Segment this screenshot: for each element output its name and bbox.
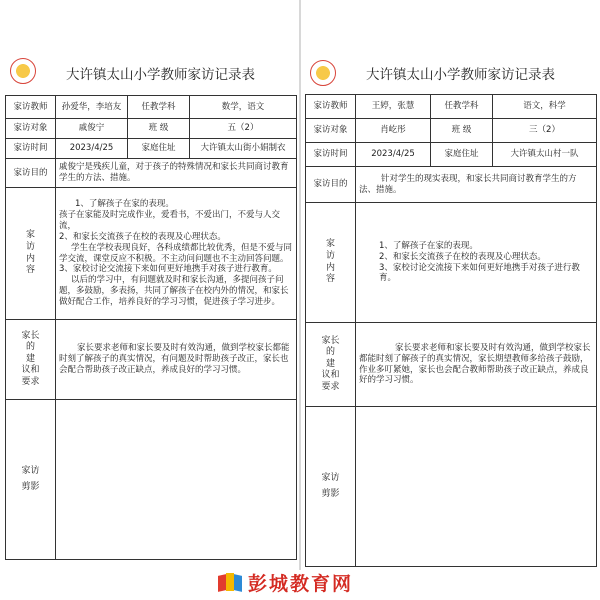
visit-record-sheet-right [301,30,600,570]
target-label: 家访对象 [6,119,56,139]
visit-record-sheet-left [0,0,300,570]
parent-label-line: 家长 [321,335,340,346]
grade-label: 班 级 [128,119,190,139]
content-value [56,188,297,320]
photo-label [6,400,56,560]
content-value [356,203,597,323]
parent-label-line: 议和 [21,365,40,376]
goal-label: 家访目的 [306,167,356,203]
photo-label-line: 剪影 [321,488,340,499]
photo-label-line: 剪影 [21,481,40,492]
parent-label-line: 要求 [321,381,340,392]
grade-value: 五（2） [190,119,297,139]
goal-value: 针对学生的现实表现，和家长共同商讨教育学生的方法、措施。 [356,167,597,203]
photo-label [306,407,356,567]
parent-label-line: 家长 [21,330,40,341]
parent-value: 家长要求老师和家长要及时有效沟通，做到学校家长都能时刻了解孩子的真实情况，家长期望教师多给孩子鼓励，作业多叮紧她，家长也会配合教师帮助孩子改正缺点，养成良好的学习习惯。 [356,323,597,407]
parent-label [6,320,56,400]
subject-label: 任教学科 [431,95,493,119]
teacher-label: 家访教师 [306,95,356,119]
content-line: 孩子在家能及时完成作业，爱看书，不爱出门，不爱与人交流， [59,210,281,231]
content-label [6,188,56,320]
address-value: 大许镇太山村一队 [493,143,597,167]
content-line: 3、家校讨论交流接下来如何更好地携手对孩子进行教育。 [379,262,580,284]
content-label-char: 访 [25,241,35,252]
subject-value: 语文，科学 [493,95,597,119]
parent-label-line: 要求 [21,376,40,387]
content-label-char: 内 [325,262,335,273]
time-label: 家访时间 [306,143,356,167]
target-label: 家访对象 [306,119,356,143]
content-line: 学生在学校表现良好，各科成绩都比较优秀，但是不爱与同学交流，课堂反应不积极。不主动问问题也不主动回答问题。 [59,242,293,264]
school-logo-icon [10,58,36,84]
address-label: 家庭住址 [431,143,493,167]
site-watermark [218,568,388,596]
book-logo-icon [218,571,242,593]
time-value: 2023/4/25 [356,143,431,167]
content-label-char: 容 [25,265,35,276]
target-value: 戚俊宁 [56,119,128,139]
grade-value: 三（2） [493,119,597,143]
parent-label-line: 建 [25,353,35,364]
address-label: 家庭住址 [128,139,190,159]
content-line: 2、和家长交流孩子在校的表现及心理状态。 [59,231,226,242]
content-line: 1、了解孩子在家的表现。 [75,199,174,210]
teacher-value: 孙爱华，李培友 [56,96,128,119]
teacher-value: 王婷，张慧 [356,95,431,119]
content-line: 3、家校讨论交流接下来如何更好地携手对孩子进行教育。 [59,264,277,275]
content-label-char: 容 [325,274,335,285]
page-title: 大许镇太山小学教师家访记录表 [366,67,555,83]
teacher-label: 家访教师 [6,96,56,119]
visit-record-table [5,95,297,560]
content-label-char: 访 [325,250,335,261]
content-label-char: 家 [25,230,35,241]
parent-label-line: 建 [325,358,335,369]
content-line: 2、和家长交流孩子在校的表现及心理状态。 [379,251,546,262]
watermark-text: 彭城教育网 [248,572,354,595]
content-label-char: 家 [325,239,335,250]
photo-label-line: 家访 [321,472,340,483]
parent-label-line: 的 [25,342,35,353]
parent-label-line: 的 [325,347,335,358]
visit-record-table [305,94,597,567]
photo-area [56,400,297,560]
parent-label-line: 议和 [321,370,340,381]
content-line: 以后的学习中，有问题就及时和家长沟通，多提问孩子问题，多鼓励，多表扬，共同了解孩子在校内外的情况，和家长做好配合工作，培养良好的学习习惯，促进孩子学习进步。 [59,275,289,307]
subject-label: 任教学科 [128,96,190,119]
content-label-char: 内 [25,253,35,264]
parent-label [306,323,356,407]
subject-value: 数学，语文 [190,96,297,119]
time-label: 家访时间 [6,139,56,159]
school-logo-icon [310,60,336,86]
time-value: 2023/4/25 [56,139,128,159]
target-value: 肖屹彤 [356,119,431,143]
goal-label: 家访目的 [6,159,56,188]
parent-value: 家长要求老师和家长要及时有效沟通，做到学校家长都能时刻了解孩子的真实情况，有问题及时帮助孩子改正，家长也会配合帮助孩子改正缺点，养成良好的学习习惯。 [56,320,297,400]
content-label [306,203,356,323]
photo-area [356,407,597,567]
content-line: 1、了解孩子在家的表现。 [379,240,478,251]
goal-value: 戚俊宁是残疾儿童，对于孩子的特殊情况和家长共同商讨教育学生的方法、措施。 [56,159,297,188]
grade-label: 班 级 [431,119,493,143]
address-value: 大许镇太山街小娟制衣 [190,139,297,159]
photo-label-line: 家访 [21,465,40,476]
page-title: 大许镇太山小学教师家访记录表 [66,67,255,83]
